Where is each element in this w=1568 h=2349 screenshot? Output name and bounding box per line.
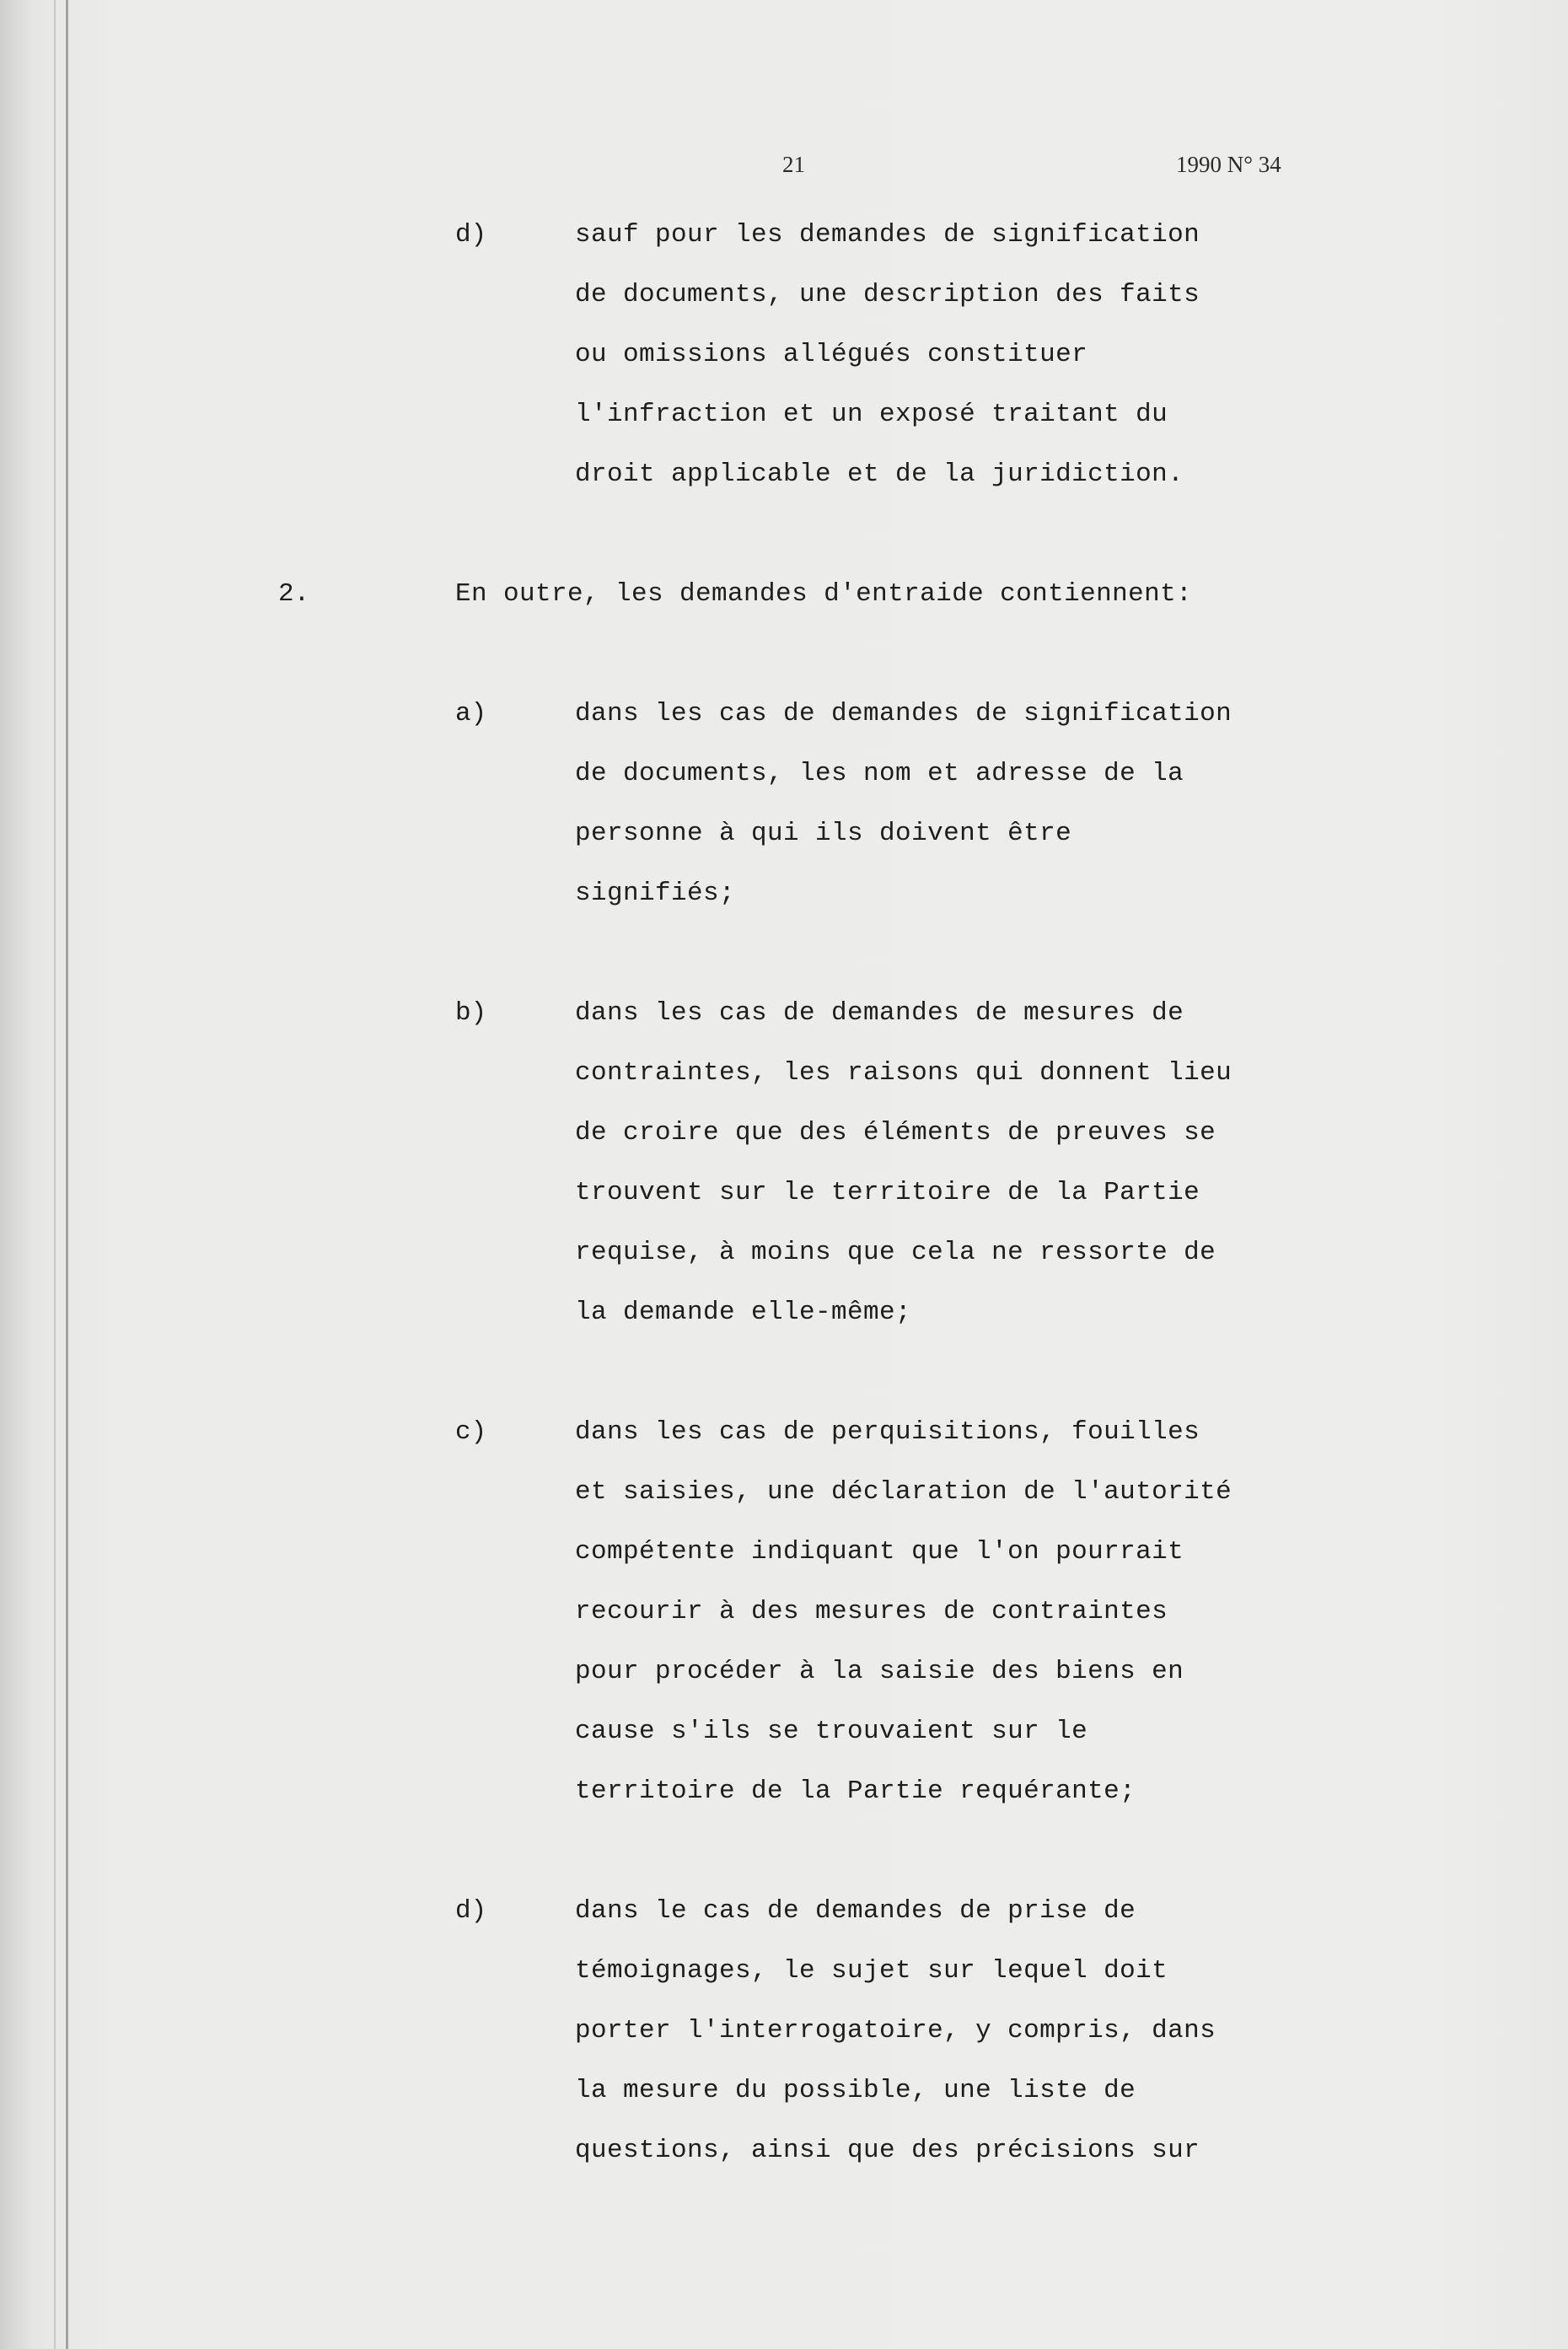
- item-marker-c: c): [455, 1417, 487, 1447]
- text-line: dans les cas de demandes de mesures de: [575, 998, 1184, 1028]
- text-line: personne à qui ils doivent être: [575, 819, 1072, 848]
- text-line: l'infraction et un exposé traitant du: [575, 400, 1168, 429]
- text-line: la mesure du possible, une liste de: [575, 2076, 1136, 2105]
- text-line: recourir à des mesures de contraintes: [575, 1597, 1168, 1626]
- item-marker-b: b): [455, 998, 487, 1028]
- text-line: ou omissions allégués constituer: [575, 340, 1088, 369]
- text-line: territoire de la Partie requérante;: [575, 1777, 1136, 1806]
- text-line: questions, ainsi que des précisions sur: [575, 2136, 1200, 2165]
- text-line: la demande elle-même;: [575, 1298, 912, 1327]
- text-line: droit applicable et de la juridiction.: [575, 460, 1184, 489]
- text-line: pour procéder à la saisie des biens en: [575, 1657, 1184, 1686]
- text-line: contraintes, les raisons qui donnent lieu: [575, 1058, 1232, 1088]
- text-line: cause s'ils se trouvaient sur le: [575, 1717, 1088, 1746]
- text-line: témoignages, le sujet sur lequel doit: [575, 1956, 1168, 1986]
- text-line: trouvent sur le territoire de la Partie: [575, 1178, 1200, 1207]
- text-line: sauf pour les demandes de signification: [575, 220, 1200, 250]
- text-line: compétente indiquant que l'on pourrait: [575, 1537, 1184, 1567]
- paragraph-number: 2.: [278, 579, 310, 609]
- text-line: de documents, une description des faits: [575, 280, 1200, 309]
- text-line: requise, à moins que cela ne ressorte de: [575, 1238, 1216, 1267]
- text-line: dans les cas de demandes de signification: [575, 699, 1232, 728]
- text-line: dans les cas de perquisitions, fouilles: [575, 1417, 1200, 1447]
- text-line: de croire que des éléments de preuves se: [575, 1118, 1216, 1148]
- text-line: dans le cas de demandes de prise de: [575, 1896, 1136, 1926]
- text-line: porter l'interrogatoire, y compris, dans: [575, 2016, 1216, 2045]
- binding-line: [66, 0, 68, 2349]
- paragraph-text: En outre, les demandes d'entraide contiennent:: [455, 579, 1193, 609]
- text-line: et saisies, une déclaration de l'autorité: [575, 1477, 1232, 1507]
- text-line: de documents, les nom et adresse de la: [575, 759, 1184, 788]
- page-number: 21: [782, 152, 805, 177]
- issue-number: 1990 N° 34: [1176, 152, 1281, 177]
- item-marker-d: d): [455, 1896, 487, 1926]
- binding-edge: [54, 0, 56, 2349]
- text-line: signifiés;: [575, 879, 736, 908]
- item-marker-a: a): [455, 699, 487, 728]
- item-marker-d-top: d): [455, 220, 487, 250]
